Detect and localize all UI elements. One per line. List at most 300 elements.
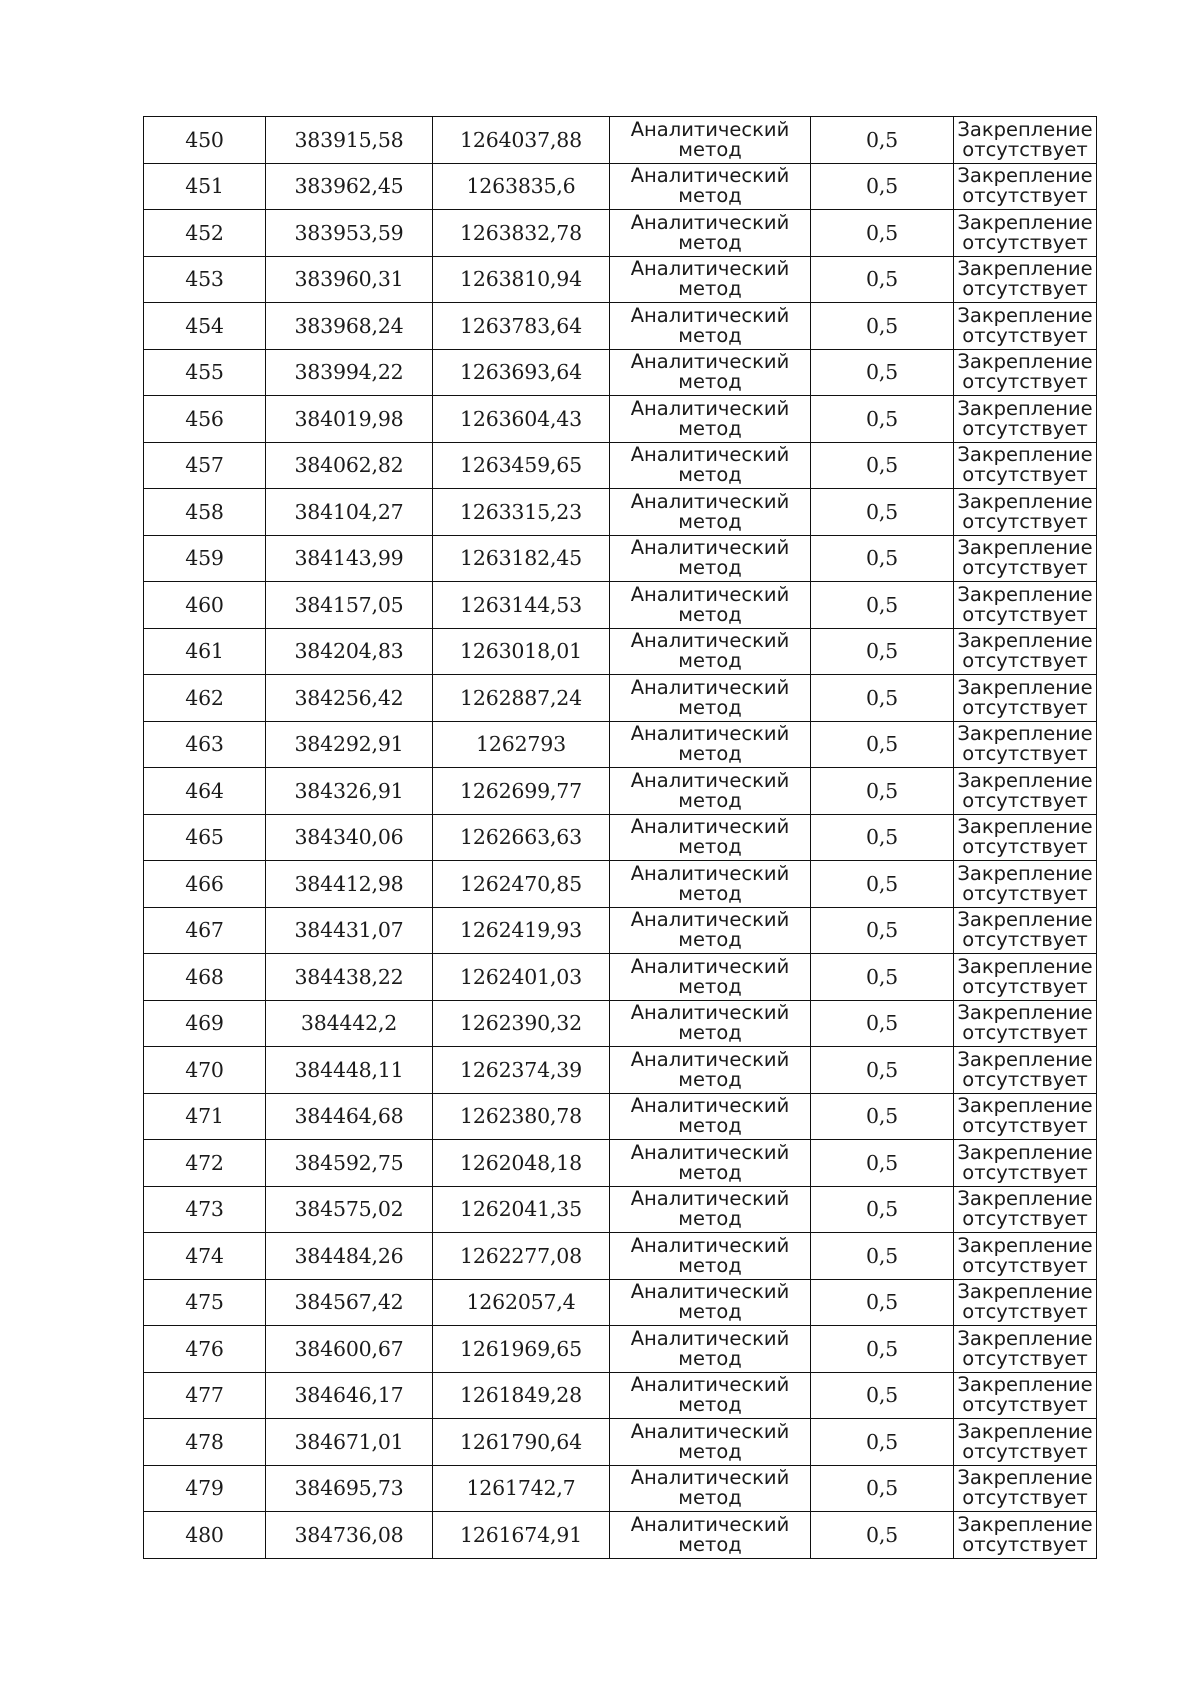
table-row xyxy=(144,1465,1097,1512)
table-row xyxy=(144,1279,1097,1326)
point-number-cell: 470 xyxy=(144,1047,266,1094)
fixation-text-line: Закрепление xyxy=(957,1373,1093,1397)
method-text-line: метод xyxy=(678,463,742,487)
method-text-line: Аналитический xyxy=(630,1512,790,1536)
point-number-cell: 477 xyxy=(144,1372,266,1419)
fixation-text-line: Закрепление xyxy=(957,768,1093,792)
fixation-text-line: Закрепление xyxy=(957,861,1093,885)
point-number-cell: 476 xyxy=(144,1326,266,1373)
method-cell xyxy=(610,814,811,861)
method-text-line: метод xyxy=(678,881,742,905)
fixation-cell xyxy=(954,768,1097,815)
method-cell xyxy=(610,1186,811,1233)
method-cell xyxy=(610,210,811,257)
fixation-cell xyxy=(954,535,1097,582)
method-cell xyxy=(610,1233,811,1280)
fixation-text-line: Закрепление xyxy=(957,1419,1093,1443)
method-cell xyxy=(610,1372,811,1419)
precision-cell: 0,5 xyxy=(811,814,954,861)
x-coordinate-cell: 383953,59 xyxy=(266,210,433,257)
method-text-line: метод xyxy=(678,602,742,626)
x-coordinate-cell: 384412,98 xyxy=(266,861,433,908)
fixation-cell xyxy=(954,117,1097,164)
x-coordinate-cell: 384104,27 xyxy=(266,489,433,536)
method-cell xyxy=(610,1000,811,1047)
point-number-cell: 468 xyxy=(144,954,266,1001)
method-text-line: метод xyxy=(678,1021,742,1045)
fixation-text-line: отсутствует xyxy=(962,323,1088,347)
fixation-text-line: отсутствует xyxy=(962,1439,1088,1463)
method-cell xyxy=(610,861,811,908)
fixation-cell xyxy=(954,1419,1097,1466)
table-row xyxy=(144,907,1097,954)
x-coordinate-cell: 384484,26 xyxy=(266,1233,433,1280)
fixation-cell xyxy=(954,1465,1097,1512)
fixation-cell xyxy=(954,628,1097,675)
point-number-cell: 463 xyxy=(144,721,266,768)
method-text-line: метод xyxy=(678,974,742,998)
fixation-text-line: отсутствует xyxy=(962,788,1088,812)
method-text-line: метод xyxy=(678,509,742,533)
method-text-line: метод xyxy=(678,370,742,394)
fixation-text-line: отсутствует xyxy=(962,649,1088,673)
point-number-cell: 479 xyxy=(144,1465,266,1512)
precision-cell: 0,5 xyxy=(811,1279,954,1326)
method-cell xyxy=(610,1093,811,1140)
fixation-text-line: Закрепление xyxy=(957,443,1093,467)
precision-cell: 0,5 xyxy=(811,1093,954,1140)
point-number-cell: 450 xyxy=(144,117,266,164)
point-number-cell: 453 xyxy=(144,256,266,303)
fixation-text-line: отсутствует xyxy=(962,1486,1088,1510)
fixation-text-line: Закрепление xyxy=(957,1001,1093,1025)
table-row xyxy=(144,1419,1097,1466)
point-number-cell: 451 xyxy=(144,163,266,210)
y-coordinate-cell: 1263835,6 xyxy=(433,163,610,210)
x-coordinate-cell: 384431,07 xyxy=(266,907,433,954)
fixation-text-line: Закрепление xyxy=(957,675,1093,699)
fixation-text-line: Закрепление xyxy=(957,164,1093,188)
method-cell xyxy=(610,1512,811,1559)
x-coordinate-cell: 384326,91 xyxy=(266,768,433,815)
x-coordinate-cell: 384292,91 xyxy=(266,721,433,768)
point-number-cell: 469 xyxy=(144,1000,266,1047)
fixation-text-line: Закрепление xyxy=(957,1187,1093,1211)
x-coordinate-cell: 384204,83 xyxy=(266,628,433,675)
x-coordinate-cell: 383915,58 xyxy=(266,117,433,164)
fixation-text-line: Закрепление xyxy=(957,1140,1093,1164)
method-text-line: метод xyxy=(678,1532,742,1556)
fixation-text-line: отсутствует xyxy=(962,1207,1088,1231)
fixation-cell xyxy=(954,210,1097,257)
point-number-cell: 473 xyxy=(144,1186,266,1233)
fixation-text-line: Закрепление xyxy=(957,908,1093,932)
fixation-cell xyxy=(954,721,1097,768)
method-text-line: Аналитический xyxy=(630,117,790,141)
point-number-cell: 457 xyxy=(144,442,266,489)
fixation-text-line: отсутствует xyxy=(962,1114,1088,1138)
method-cell xyxy=(610,628,811,675)
fixation-text-line: Закрепление xyxy=(957,722,1093,746)
x-coordinate-cell: 384448,11 xyxy=(266,1047,433,1094)
y-coordinate-cell: 1261969,65 xyxy=(433,1326,610,1373)
y-coordinate-cell: 1262380,78 xyxy=(433,1093,610,1140)
fixation-cell xyxy=(954,1093,1097,1140)
table-row xyxy=(144,163,1097,210)
method-text-line: Аналитический xyxy=(630,1187,790,1211)
fixation-text-line: Закрепление xyxy=(957,1047,1093,1071)
method-text-line: Аналитический xyxy=(630,536,790,560)
fixation-text-line: отсутствует xyxy=(962,602,1088,626)
fixation-text-line: Закрепление xyxy=(957,396,1093,420)
fixation-text-line: отсутствует xyxy=(962,1300,1088,1324)
fixation-cell xyxy=(954,861,1097,908)
table-row xyxy=(144,675,1097,722)
method-cell xyxy=(610,303,811,350)
method-cell xyxy=(610,721,811,768)
method-text-line: метод xyxy=(678,1346,742,1370)
precision-cell: 0,5 xyxy=(811,1465,954,1512)
method-text-line: метод xyxy=(678,230,742,254)
precision-cell: 0,5 xyxy=(811,1047,954,1094)
fixation-cell xyxy=(954,256,1097,303)
table-row xyxy=(144,1000,1097,1047)
table-row xyxy=(144,256,1097,303)
precision-cell: 0,5 xyxy=(811,1372,954,1419)
fixation-text-line: отсутствует xyxy=(962,463,1088,487)
table-row xyxy=(144,861,1097,908)
table-row xyxy=(144,1186,1097,1233)
precision-cell: 0,5 xyxy=(811,1140,954,1187)
fixation-cell xyxy=(954,1000,1097,1047)
y-coordinate-cell: 1264037,88 xyxy=(433,117,610,164)
table-row xyxy=(144,582,1097,629)
method-text-line: Аналитический xyxy=(630,908,790,932)
fixation-text-line: отсутствует xyxy=(962,370,1088,394)
table-row xyxy=(144,349,1097,396)
fixation-text-line: отсутствует xyxy=(962,137,1088,161)
fixation-text-line: Закрепление xyxy=(957,350,1093,374)
method-text-line: Аналитический xyxy=(630,861,790,885)
method-text-line: метод xyxy=(678,742,742,766)
table-row xyxy=(144,210,1097,257)
table-row xyxy=(144,396,1097,443)
point-number-cell: 458 xyxy=(144,489,266,536)
method-text-line: Аналитический xyxy=(630,1047,790,1071)
fixation-text-line: отсутствует xyxy=(962,742,1088,766)
method-cell xyxy=(610,535,811,582)
precision-cell: 0,5 xyxy=(811,675,954,722)
fixation-text-line: отсутствует xyxy=(962,1067,1088,1091)
coordinates-table-body xyxy=(144,117,1097,1559)
y-coordinate-cell: 1262470,85 xyxy=(433,861,610,908)
method-text-line: метод xyxy=(678,556,742,580)
point-number-cell: 459 xyxy=(144,535,266,582)
precision-cell: 0,5 xyxy=(811,442,954,489)
fixation-cell xyxy=(954,442,1097,489)
precision-cell: 0,5 xyxy=(811,582,954,629)
table-row xyxy=(144,1233,1097,1280)
y-coordinate-cell: 1262390,32 xyxy=(433,1000,610,1047)
method-text-line: метод xyxy=(678,695,742,719)
fixation-cell xyxy=(954,675,1097,722)
table-row xyxy=(144,814,1097,861)
fixation-text-line: Закрепление xyxy=(957,257,1093,281)
x-coordinate-cell: 384736,08 xyxy=(266,1512,433,1559)
x-coordinate-cell: 384019,98 xyxy=(266,396,433,443)
point-number-cell: 452 xyxy=(144,210,266,257)
x-coordinate-cell: 383962,45 xyxy=(266,163,433,210)
y-coordinate-cell: 1263182,45 xyxy=(433,535,610,582)
x-coordinate-cell: 384464,68 xyxy=(266,1093,433,1140)
x-coordinate-cell: 384600,67 xyxy=(266,1326,433,1373)
y-coordinate-cell: 1262048,18 xyxy=(433,1140,610,1187)
method-text-line: Аналитический xyxy=(630,1326,790,1350)
point-number-cell: 478 xyxy=(144,1419,266,1466)
method-text-line: Аналитический xyxy=(630,1466,790,1490)
precision-cell: 0,5 xyxy=(811,303,954,350)
method-cell xyxy=(610,349,811,396)
method-text-line: Аналитический xyxy=(630,629,790,653)
method-text-line: Аналитический xyxy=(630,1094,790,1118)
y-coordinate-cell: 1262057,4 xyxy=(433,1279,610,1326)
point-number-cell: 472 xyxy=(144,1140,266,1187)
x-coordinate-cell: 384438,22 xyxy=(266,954,433,1001)
method-cell xyxy=(610,582,811,629)
fixation-text-line: Закрепление xyxy=(957,1233,1093,1257)
fixation-text-line: отсутствует xyxy=(962,277,1088,301)
fixation-text-line: Закрепление xyxy=(957,629,1093,653)
method-cell xyxy=(610,396,811,443)
method-text-line: Аналитический xyxy=(630,257,790,281)
method-text-line: Аналитический xyxy=(630,815,790,839)
precision-cell: 0,5 xyxy=(811,210,954,257)
x-coordinate-cell: 383960,31 xyxy=(266,256,433,303)
precision-cell: 0,5 xyxy=(811,628,954,675)
x-coordinate-cell: 384646,17 xyxy=(266,1372,433,1419)
precision-cell: 0,5 xyxy=(811,907,954,954)
fixation-text-line: отсутствует xyxy=(962,230,1088,254)
method-text-line: метод xyxy=(678,1486,742,1510)
method-text-line: Аналитический xyxy=(630,1419,790,1443)
point-number-cell: 466 xyxy=(144,861,266,908)
method-text-line: Аналитический xyxy=(630,722,790,746)
precision-cell: 0,5 xyxy=(811,768,954,815)
fixation-text-line: Закрепление xyxy=(957,1512,1093,1536)
method-cell xyxy=(610,442,811,489)
fixation-cell xyxy=(954,814,1097,861)
fixation-text-line: отсутствует xyxy=(962,1253,1088,1277)
fixation-cell xyxy=(954,1140,1097,1187)
x-coordinate-cell: 384442,2 xyxy=(266,1000,433,1047)
method-text-line: метод xyxy=(678,788,742,812)
point-number-cell: 461 xyxy=(144,628,266,675)
method-cell xyxy=(610,907,811,954)
method-cell xyxy=(610,1047,811,1094)
method-cell xyxy=(610,1419,811,1466)
x-coordinate-cell: 384143,99 xyxy=(266,535,433,582)
x-coordinate-cell: 384340,06 xyxy=(266,814,433,861)
x-coordinate-cell: 384695,73 xyxy=(266,1465,433,1512)
precision-cell: 0,5 xyxy=(811,1186,954,1233)
precision-cell: 0,5 xyxy=(811,721,954,768)
point-number-cell: 474 xyxy=(144,1233,266,1280)
precision-cell: 0,5 xyxy=(811,954,954,1001)
y-coordinate-cell: 1261790,64 xyxy=(433,1419,610,1466)
y-coordinate-cell: 1263315,23 xyxy=(433,489,610,536)
fixation-text-line: отсутствует xyxy=(962,695,1088,719)
y-coordinate-cell: 1262887,24 xyxy=(433,675,610,722)
fixation-text-line: Закрепление xyxy=(957,1094,1093,1118)
method-text-line: метод xyxy=(678,137,742,161)
method-text-line: Аналитический xyxy=(630,768,790,792)
method-text-line: метод xyxy=(678,835,742,859)
method-text-line: Аналитический xyxy=(630,350,790,374)
precision-cell: 0,5 xyxy=(811,256,954,303)
point-number-cell: 465 xyxy=(144,814,266,861)
method-cell xyxy=(610,163,811,210)
fixation-text-line: отсутствует xyxy=(962,416,1088,440)
y-coordinate-cell: 1263018,01 xyxy=(433,628,610,675)
method-text-line: Аналитический xyxy=(630,489,790,513)
fixation-text-line: Закрепление xyxy=(957,117,1093,141)
x-coordinate-cell: 383968,24 xyxy=(266,303,433,350)
fixation-text-line: отсутствует xyxy=(962,509,1088,533)
y-coordinate-cell: 1263604,43 xyxy=(433,396,610,443)
method-text-line: метод xyxy=(678,184,742,208)
fixation-text-line: Закрепление xyxy=(957,303,1093,327)
fixation-text-line: Закрепление xyxy=(957,1280,1093,1304)
table-row xyxy=(144,1093,1097,1140)
table-row xyxy=(144,535,1097,582)
table-row xyxy=(144,1047,1097,1094)
fixation-cell xyxy=(954,954,1097,1001)
point-number-cell: 455 xyxy=(144,349,266,396)
method-cell xyxy=(610,1326,811,1373)
fixation-text-line: отсутствует xyxy=(962,928,1088,952)
y-coordinate-cell: 1263832,78 xyxy=(433,210,610,257)
fixation-cell xyxy=(954,1326,1097,1373)
fixation-text-line: отсутствует xyxy=(962,1346,1088,1370)
table-row xyxy=(144,1326,1097,1373)
precision-cell: 0,5 xyxy=(811,1000,954,1047)
fixation-text-line: Закрепление xyxy=(957,954,1093,978)
precision-cell: 0,5 xyxy=(811,535,954,582)
table-row xyxy=(144,1140,1097,1187)
fixation-cell xyxy=(954,1372,1097,1419)
precision-cell: 0,5 xyxy=(811,1512,954,1559)
method-text-line: Аналитический xyxy=(630,954,790,978)
fixation-cell xyxy=(954,349,1097,396)
method-text-line: Аналитический xyxy=(630,443,790,467)
fixation-cell xyxy=(954,489,1097,536)
fixation-text-line: Закрепление xyxy=(957,536,1093,560)
method-text-line: метод xyxy=(678,1160,742,1184)
fixation-cell xyxy=(954,582,1097,629)
method-text-line: метод xyxy=(678,416,742,440)
method-text-line: Аналитический xyxy=(630,1233,790,1257)
point-number-cell: 471 xyxy=(144,1093,266,1140)
table-row xyxy=(144,489,1097,536)
point-number-cell: 454 xyxy=(144,303,266,350)
fixation-text-line: Закрепление xyxy=(957,210,1093,234)
fixation-text-line: отсутствует xyxy=(962,1021,1088,1045)
fixation-text-line: отсутствует xyxy=(962,1393,1088,1417)
precision-cell: 0,5 xyxy=(811,1419,954,1466)
x-coordinate-cell: 384671,01 xyxy=(266,1419,433,1466)
x-coordinate-cell: 384256,42 xyxy=(266,675,433,722)
point-number-cell: 464 xyxy=(144,768,266,815)
fixation-text-line: Закрепление xyxy=(957,1326,1093,1350)
fixation-text-line: Закрепление xyxy=(957,815,1093,839)
method-text-line: метод xyxy=(678,928,742,952)
fixation-text-line: отсутствует xyxy=(962,184,1088,208)
method-cell xyxy=(610,1279,811,1326)
precision-cell: 0,5 xyxy=(811,396,954,443)
method-text-line: метод xyxy=(678,1207,742,1231)
y-coordinate-cell: 1262041,35 xyxy=(433,1186,610,1233)
method-text-line: метод xyxy=(678,1439,742,1463)
y-coordinate-cell: 1263693,64 xyxy=(433,349,610,396)
fixation-cell xyxy=(954,1047,1097,1094)
method-text-line: Аналитический xyxy=(630,210,790,234)
y-coordinate-cell: 1263144,53 xyxy=(433,582,610,629)
fixation-cell xyxy=(954,1512,1097,1559)
method-text-line: метод xyxy=(678,1300,742,1324)
method-text-line: Аналитический xyxy=(630,164,790,188)
point-number-cell: 480 xyxy=(144,1512,266,1559)
x-coordinate-cell: 384157,05 xyxy=(266,582,433,629)
y-coordinate-cell: 1261742,7 xyxy=(433,1465,610,1512)
fixation-cell xyxy=(954,1186,1097,1233)
fixation-cell xyxy=(954,907,1097,954)
method-cell xyxy=(610,117,811,164)
y-coordinate-cell: 1262663,63 xyxy=(433,814,610,861)
fixation-text-line: отсутствует xyxy=(962,835,1088,859)
method-text-line: метод xyxy=(678,1393,742,1417)
y-coordinate-cell: 1263783,64 xyxy=(433,303,610,350)
method-text-line: метод xyxy=(678,277,742,301)
method-cell xyxy=(610,489,811,536)
fixation-text-line: Закрепление xyxy=(957,582,1093,606)
method-text-line: метод xyxy=(678,1253,742,1277)
point-number-cell: 456 xyxy=(144,396,266,443)
method-cell xyxy=(610,1465,811,1512)
y-coordinate-cell: 1263810,94 xyxy=(433,256,610,303)
point-number-cell: 467 xyxy=(144,907,266,954)
y-coordinate-cell: 1262699,77 xyxy=(433,768,610,815)
y-coordinate-cell: 1262401,03 xyxy=(433,954,610,1001)
table-row xyxy=(144,442,1097,489)
precision-cell: 0,5 xyxy=(811,1326,954,1373)
method-text-line: Аналитический xyxy=(630,675,790,699)
y-coordinate-cell: 1261674,91 xyxy=(433,1512,610,1559)
table-row xyxy=(144,628,1097,675)
fixation-text-line: отсутствует xyxy=(962,556,1088,580)
precision-cell: 0,5 xyxy=(811,163,954,210)
method-text-line: Аналитический xyxy=(630,582,790,606)
precision-cell: 0,5 xyxy=(811,349,954,396)
method-text-line: метод xyxy=(678,649,742,673)
point-number-cell: 475 xyxy=(144,1279,266,1326)
method-text-line: Аналитический xyxy=(630,1140,790,1164)
fixation-cell xyxy=(954,303,1097,350)
method-text-line: Аналитический xyxy=(630,1001,790,1025)
fixation-text-line: отсутствует xyxy=(962,1160,1088,1184)
table-row xyxy=(144,768,1097,815)
precision-cell: 0,5 xyxy=(811,117,954,164)
method-text-line: Аналитический xyxy=(630,303,790,327)
